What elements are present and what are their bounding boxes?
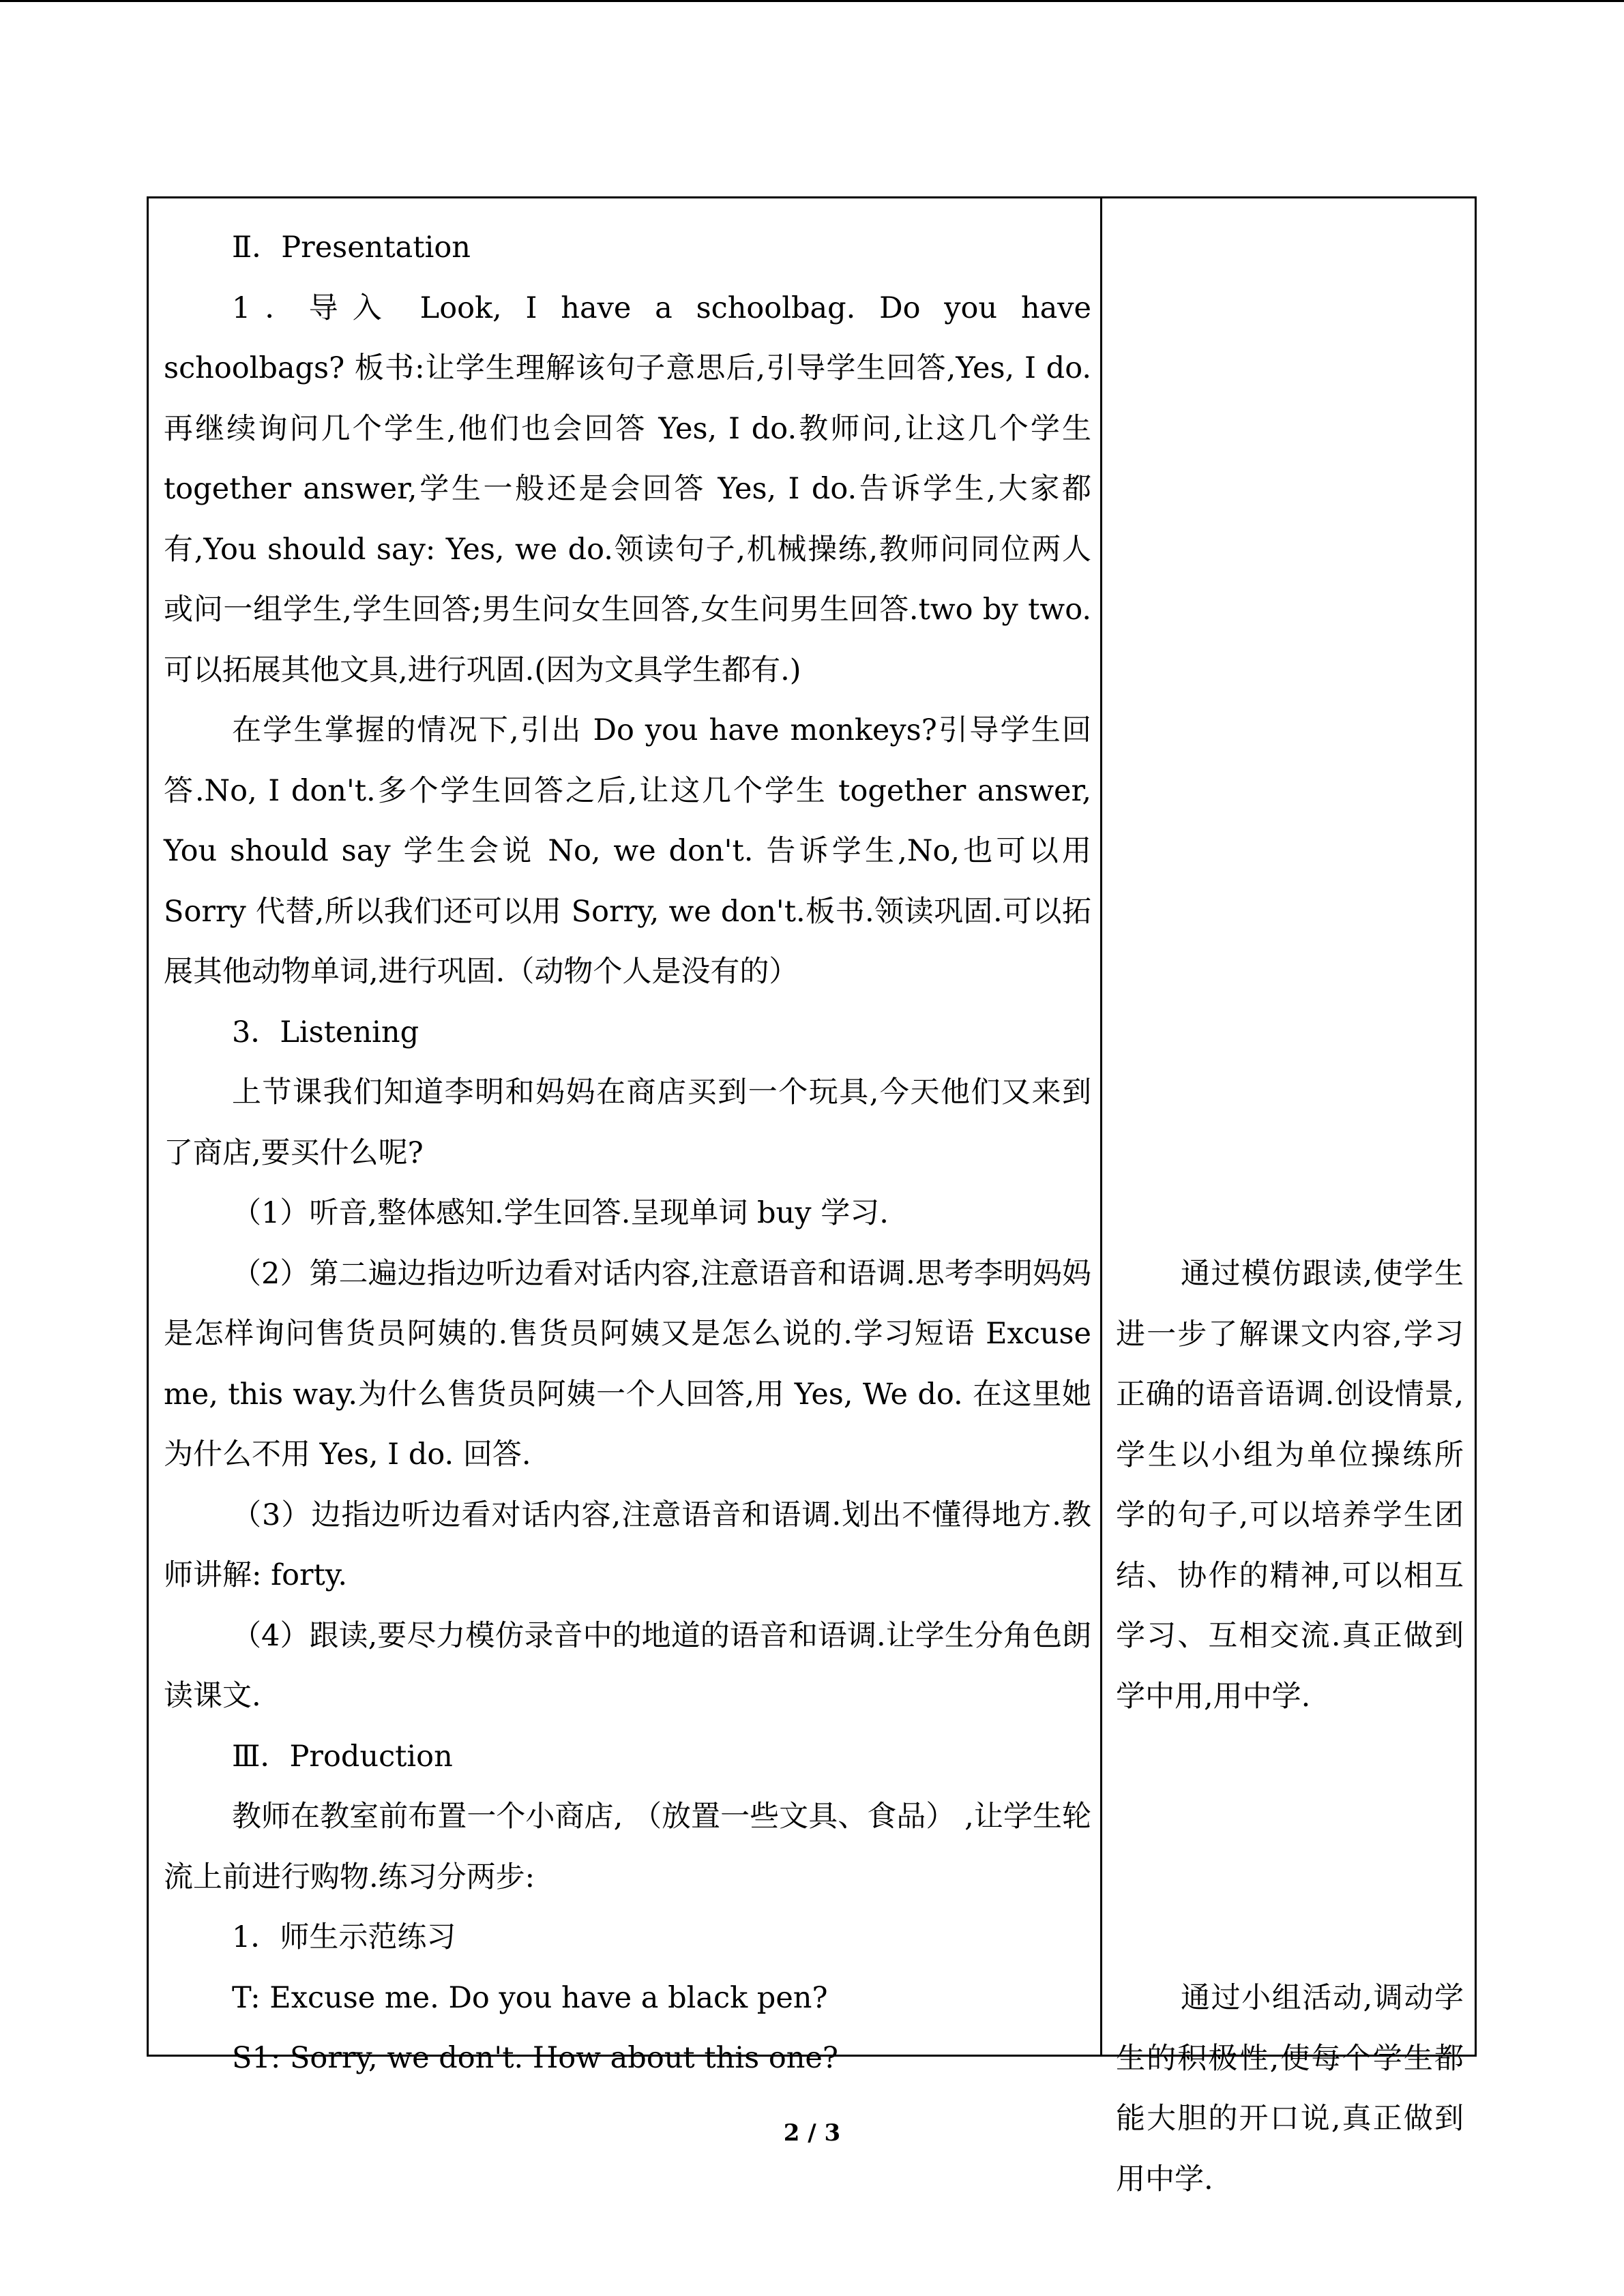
design-intent-note-2 — [1116, 1968, 1464, 2209]
paragraph-lead-in: 1．导入 Look, I have a schoolbag. Do you have schoolbags? 板书:让学生理解该句子意思后,引导学生回答,Yes, I do.再继续询问几个学生,他们也会回答 Yes, I do.教师问,让这几个学生 together answer,学生一般还是会回答 Yes, I do.告诉学生,大家都有,You should say: Yes, we do.领读句子,机械操练,教师问同位两人或问一组学生,学生回答;男生问女生回答,女生问男生回答.two by two.可以拓展其他文具,进行巩固.(因为文具学生都有.) — [164, 290, 1091, 687]
paragraph-step-3: （3）边指边听边看对话内容,注意语音和语调.划出不懂得地方.教师讲解: forty. — [164, 1497, 1091, 1592]
paragraph-demo: 1．师生示范练习 — [232, 1920, 456, 1954]
design-intent-note-1 — [1116, 1244, 1464, 1727]
design-intent-text-1: 通过模仿跟读,使学生进一步了解课文内容,学习正确的语音语调.创设情景,学生以小组为单位操练所学的句子,可以培养学生团结、协作的精神,可以相互学习、互相交流.真正做到学中用,用中学. — [1116, 1257, 1464, 1714]
dialogue-line-student: S1: Sorry, we don't. How about this one? — [232, 2041, 838, 2075]
paragraph-step-4: （4）跟读,要尽力模仿录音中的地道的语音和语调.让学生分角色朗读课文. — [164, 1618, 1091, 1713]
page-number: 2 / 3 — [783, 2119, 841, 2147]
section-heading-listening: 3．Listening — [232, 1015, 419, 1049]
top-border-line — [0, 0, 1624, 2]
paragraph-intro: 上节课我们知道李明和妈妈在商店买到一个玩具,今天他们又来到了商店,要买什么呢? — [164, 1075, 1091, 1170]
paragraph-step-1: （1）听音,整体感知.学生回答.呈现单词 buy 学习. — [232, 1196, 889, 1230]
paragraph-step-2: （2）第二遍边指边听边看对话内容,注意语音和语调.思考李明妈妈是怎样询问售货员阿姨的.售货员阿姨又是怎么说的.学习短语 Excuse me, this way.为什么售货员阿姨一个人回答,用 Yes, We do. 在这里她为什么不用 Yes, I do. 回答. — [164, 1256, 1091, 1472]
paragraph-shop: 教师在教室前布置一个小商店, （放置一些文具、食品） ,让学生轮流上前进行购物.练习分两步: — [164, 1800, 1091, 1894]
dialogue-line-teacher: T: Excuse me. Do you have a black pen? — [232, 1980, 828, 2015]
column-divider — [1100, 198, 1102, 2055]
design-intent-text-2: 通过小组活动,调动学生的积极性,使每个学生都能大胆的开口说,真正做到用中学. — [1116, 1981, 1464, 2196]
section-heading-production: Ⅲ．Production — [232, 1739, 453, 1774]
paragraph-monkeys: 在学生掌握的情况下,引出 Do you have monkeys?引导学生回答.No, I don't.多个学生回答之后,让这几个学生 together answer, You should say 学生会说 No, we don't. 告诉学生,No,也可以用 Sorry 代替,所以我们还可以用 Sorry, we don't.板书.领读巩固.可以拓展其他动物单词,进行巩固.（动物个人是没有的） — [164, 713, 1091, 989]
teaching-process-column — [164, 218, 1091, 2089]
section-heading-presentation: Ⅱ．Presentation — [232, 230, 471, 265]
